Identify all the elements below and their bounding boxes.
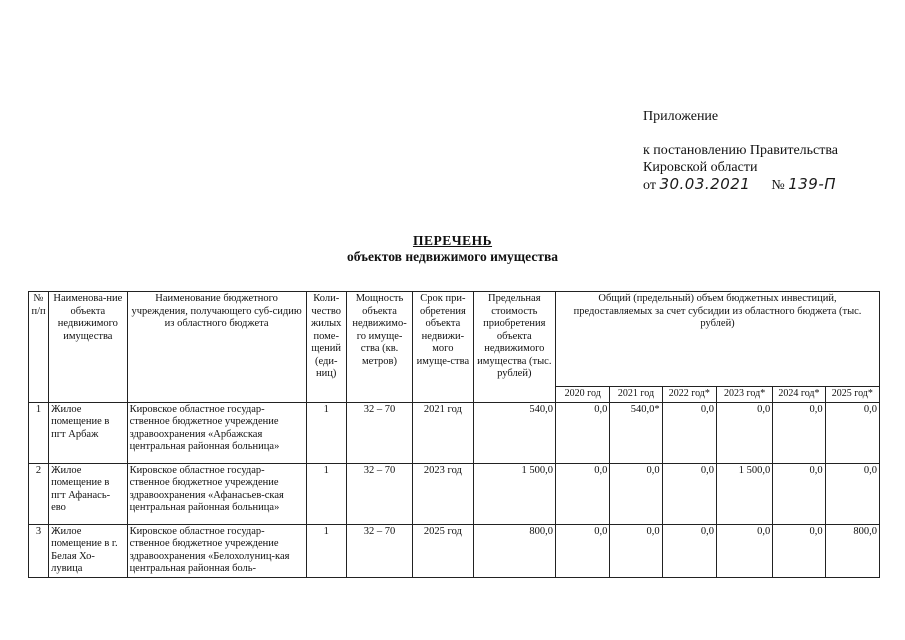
header-investments: Общий (предельный) объем бюджетных инвестиций, предоставляемых за счет субсидии из областного бюджета (тыс. рублей)	[556, 292, 880, 387]
property-table	[28, 291, 880, 578]
cell-2020: 0,0	[556, 463, 610, 524]
appendix-title: Приложение	[643, 109, 719, 124]
cell-num: 3	[29, 524, 49, 577]
cell-capacity: 32 – 70	[346, 524, 412, 577]
header-year-2023: 2023 год*	[716, 387, 772, 403]
cell-2025: 800,0	[825, 524, 879, 577]
cell-2020: 0,0	[556, 402, 610, 463]
document-subtitle: объектов недвижимого имущества	[346, 249, 559, 264]
cell-count: 1	[306, 402, 346, 463]
header-max-cost: Предельная стоимость приобретения объекта недвижимого имущества (тыс. рублей)	[473, 292, 555, 403]
cell-num: 2	[29, 463, 49, 524]
cell-2022: 0,0	[662, 524, 716, 577]
cell-term: 2025 год	[413, 524, 473, 577]
cell-2024: 0,0	[773, 463, 825, 524]
cell-institution: Кировское областное государ-ственное бюджетное учреждение здравоохранения «Арбажская центральная районная больница»	[127, 402, 306, 463]
cell-capacity: 32 – 70	[346, 402, 412, 463]
cell-2022: 0,0	[662, 402, 716, 463]
cell-2023: 1 500,0	[716, 463, 772, 524]
cell-term: 2023 год	[413, 463, 473, 524]
date-handwritten: 30.03.2021	[659, 175, 751, 193]
cell-object: Жилое помещение в пгт Арбаж	[49, 402, 127, 463]
cell-2024: 0,0	[773, 402, 825, 463]
cell-2021: 0,0	[610, 524, 662, 577]
cell-2023: 0,0	[716, 524, 772, 577]
number-handwritten: 139-П	[788, 175, 837, 193]
date-prefix: от	[643, 178, 656, 193]
header-year-2020: 2020 год	[556, 387, 610, 403]
cell-num: 1	[29, 402, 49, 463]
cell-cost: 1 500,0	[473, 463, 555, 524]
appendix-line-2: Кировской области	[643, 160, 758, 175]
header-count: Коли-чество жилых поме-щений (еди-ниц)	[306, 292, 346, 403]
header-row-main	[29, 292, 880, 387]
cell-2021: 0,0	[610, 463, 662, 524]
cell-institution: Кировское областное государ-ственное бюджетное учреждение здравоохранения «Белохолуниц-кая центральная районная боль-	[127, 524, 306, 577]
table-row	[29, 402, 880, 463]
appendix-date-line	[643, 176, 893, 194]
cell-2020: 0,0	[556, 524, 610, 577]
header-num: № п/п	[29, 292, 49, 403]
header-year-2022: 2022 год*	[662, 387, 716, 403]
cell-2023: 0,0	[716, 402, 772, 463]
appendix-block	[643, 108, 893, 194]
cell-2022: 0,0	[662, 463, 716, 524]
cell-2025: 0,0	[825, 463, 879, 524]
table-row	[29, 463, 880, 524]
cell-2025: 0,0	[825, 402, 879, 463]
cell-cost: 800,0	[473, 524, 555, 577]
appendix-line-1: к постановлению Правительства	[643, 143, 839, 158]
cell-term: 2021 год	[413, 402, 473, 463]
cell-2021: 540,0*	[610, 402, 662, 463]
table-row	[29, 524, 880, 577]
cell-object: Жилое помещение в г. Белая Хо-лувица	[49, 524, 127, 577]
header-institution: Наименование бюджетного учреждения, получающего суб-сидию из областного бюджета	[127, 292, 306, 403]
document-title: ПЕРЕЧЕНЬ	[412, 233, 493, 248]
header-object-name: Наименова-ние объекта недвижимого имущества	[49, 292, 127, 403]
cell-capacity: 32 – 70	[346, 463, 412, 524]
document-heading	[0, 233, 905, 265]
cell-count: 1	[306, 463, 346, 524]
header-year-2024: 2024 год*	[773, 387, 825, 403]
header-term: Срок при-обретения объекта недвижи-мого имуще-ства	[413, 292, 473, 403]
header-year-2021: 2021 год	[610, 387, 662, 403]
cell-object: Жилое помещение в пгт Афанась-ево	[49, 463, 127, 524]
header-capacity: Мощность объекта недвижимо-го имуще-ства (кв. метров)	[346, 292, 412, 403]
cell-cost: 540,0	[473, 402, 555, 463]
number-prefix: №	[771, 178, 785, 193]
cell-institution: Кировское областное государ-ственное бюджетное учреждение здравоохранения «Афанасьев-ская центральная районная больница»	[127, 463, 306, 524]
cell-2024: 0,0	[773, 524, 825, 577]
cell-count: 1	[306, 524, 346, 577]
header-year-2025: 2025 год*	[825, 387, 879, 403]
appendix-spacer	[643, 125, 893, 142]
